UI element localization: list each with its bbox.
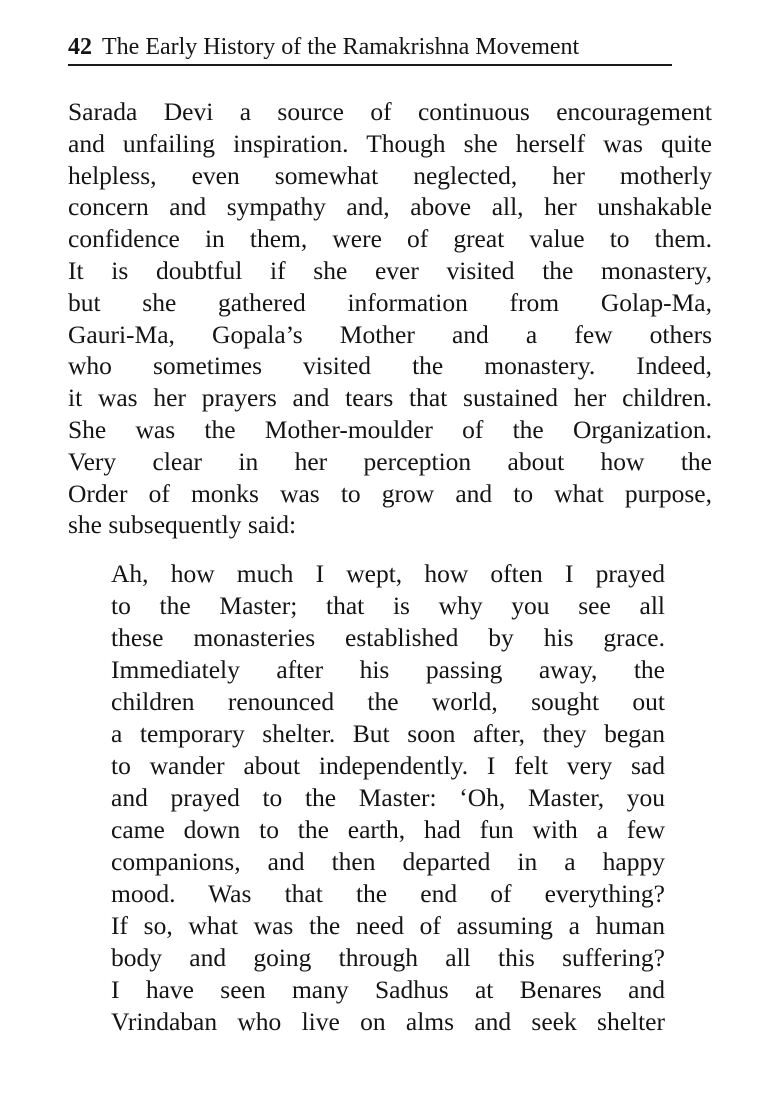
page-number: 42 <box>68 34 92 60</box>
quote-line: If so, what was the need of assuming a human <box>111 911 665 940</box>
quote-line: children renounced the world, sought out <box>111 687 665 716</box>
text-line: Order of monks was to grow and to what purpose, <box>68 478 712 508</box>
quote-line: and prayed to the Master: ‘Oh, Master, you <box>111 783 665 812</box>
quote-line: companions, and then departed in a happy <box>111 847 665 876</box>
quote-line: a temporary shelter. But soon after, they began <box>111 719 665 748</box>
text-line: who sometimes visited the monastery. Indeed, <box>68 351 712 381</box>
text-line: concern and sympathy and, above all, her unshakable <box>68 192 712 222</box>
quote-line: to the Master; that is why you see all <box>111 591 665 620</box>
text-line: but she gathered information from Golap-Ma, <box>68 287 712 317</box>
text-line: Very clear in her perception about how the <box>68 446 712 476</box>
quote-line: mood. Was that the end of everything? <box>111 879 665 908</box>
text-line: confidence in them, were of great value to them. <box>68 224 712 254</box>
quote-line: came down to the earth, had fun with a few <box>111 815 665 844</box>
running-title: The Early History of the Ramakrishna Movement <box>102 34 580 60</box>
text-line: it was her prayers and tears that sustained her children. <box>68 383 712 413</box>
quote-line: body and going through all this suffering? <box>111 943 665 972</box>
body-paragraph <box>68 96 712 541</box>
text-line: she subsequently said: <box>68 510 297 540</box>
quote-line: Vrindaban who live on alms and seek shelter <box>111 1007 665 1036</box>
text-line: She was the Mother-moulder of the Organization. <box>68 414 712 444</box>
text-line: Sarada Devi a source of continuous encouragement <box>68 97 712 126</box>
text-line: Gauri-Ma, Gopala’s Mother and a few others <box>68 319 712 349</box>
quote-line: I have seen many Sadhus at Benares and <box>111 975 665 1004</box>
text-line: It is doubtful if she ever visited the monastery, <box>68 255 712 285</box>
quote-line: Ah, how much I wept, how often I prayed <box>111 559 665 588</box>
quote-line: Immediately after his passing away, the <box>111 655 665 684</box>
quote-line: these monasteries established by his grace. <box>111 623 665 652</box>
running-head <box>68 30 672 66</box>
text-line: helpless, even somewhat neglected, her motherly <box>68 160 712 190</box>
block-quote <box>111 558 665 1038</box>
text-line: and unfailing inspiration. Though she herself was quite <box>68 128 712 158</box>
quote-line: to wander about independently. I felt very sad <box>111 751 665 780</box>
